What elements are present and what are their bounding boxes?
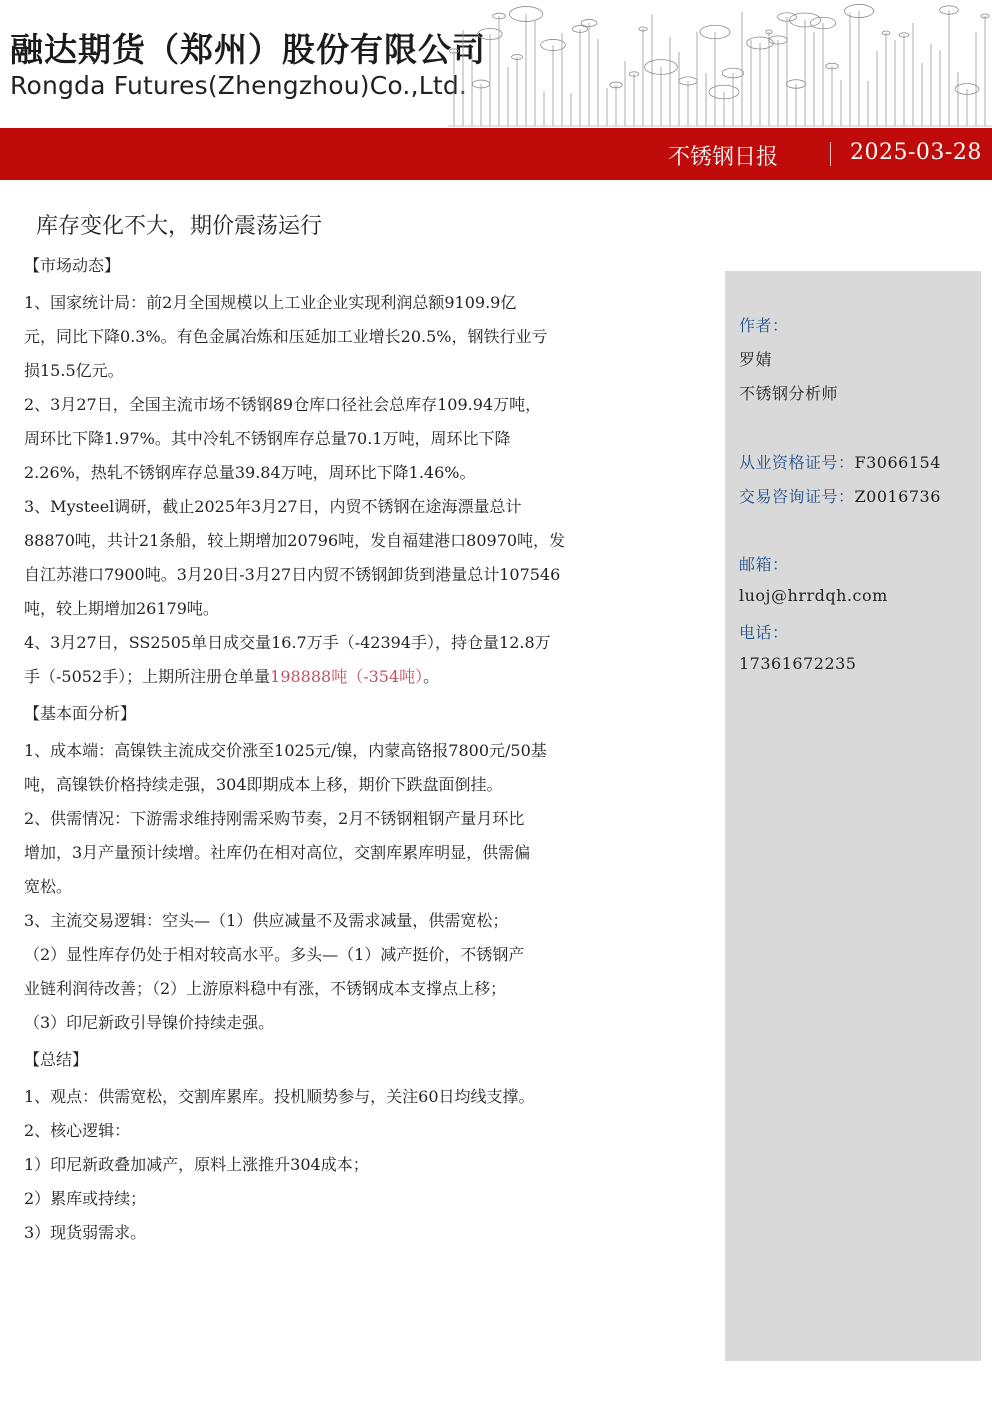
paragraph-line: 2、3月27日，全国主流市场不锈钢89仓库口径社会总库存109.94万吨， (24, 395, 542, 414)
qualification-label: 从业资格证号： (739, 453, 855, 472)
report-headline: 库存变化不大，期价震荡运行 (36, 214, 323, 239)
paragraph-line: 1、国家统计局：前2月全国规模以上工业企业实现利润总额9109.9亿 (24, 293, 517, 312)
paragraph-line: 元，同比下降0.3%。有色金属冶炼和压延加工业增长20.5%，钢铁行业亏 (24, 327, 548, 346)
paragraph-line: 自江苏港口7900吨。3月20日-3月27日内贸不锈钢卸货到港量总计107546 (24, 565, 561, 584)
warehouse-text: 手（-5052手）；上期所注册仓单量 (24, 667, 271, 686)
section-title-market: 【市场动态】 (24, 256, 121, 275)
report-date: 2025-03-28 (850, 140, 982, 165)
author-label: 作者： (739, 316, 789, 335)
warehouse-receipt-highlight: 198888吨（-354吨） (270, 667, 424, 686)
company-name-en: Rongda Futures(Zhengzhou)Co.,Ltd. (10, 71, 468, 100)
report-body (24, 252, 624, 1250)
section-title-summary: 【总结】 (24, 1050, 89, 1069)
paragraph-line: 1、观点：供需宽松，交割库累库。投机顺势参与，关注60日均线支撑。 (24, 1087, 535, 1106)
paragraph-line: 吨，高镍铁价格持续走强，304即期成本上移，期价下跌盘面倒挂。 (24, 775, 503, 794)
paragraph-line: 3）现货弱需求。 (24, 1223, 147, 1242)
company-name-cn: 融达期货（郑州）股份有限公司 (10, 30, 486, 69)
report-name: 不锈钢日报 (668, 145, 779, 170)
author-title: 不锈钢分析师 (739, 384, 839, 403)
paragraph-line-warehouse (24, 660, 624, 694)
page-header (0, 0, 992, 128)
phone-number: 17361672235 (739, 654, 857, 673)
consulting-number: Z0016736 (854, 487, 941, 506)
section-title-fundamental: 【基本面分析】 (24, 704, 137, 723)
paragraph-line: 周环比下降1.97%。其中冷轧不锈钢库存总量70.1万吨，周环比下降 (24, 429, 511, 448)
paragraph-line: 3、Mysteel调研，截止2025年3月27日，内贸不锈钢在途海漂量总计 (24, 497, 522, 516)
paragraph-line: 2）累库或持续； (24, 1189, 147, 1208)
paragraph-line: 1）印尼新政叠加减产，原料上涨推升304成本； (24, 1155, 369, 1174)
author-name: 罗婧 (739, 350, 773, 369)
paragraph-line: 业链利润待改善；（2）上游原料稳中有涨，不锈钢成本支撑点上移； (24, 979, 507, 998)
paragraph-line: 吨，较上期增加26179吨。 (24, 599, 219, 618)
consulting-label: 交易咨询证号： (739, 487, 855, 506)
paragraph-line: 4、3月27日，SS2505单日成交量16.7万手（-42394手），持仓量12.8万 (24, 633, 551, 652)
paragraph-line: 2.26%，热轧不锈钢库存总量39.84万吨，周环比下降1.46%。 (24, 463, 476, 482)
fundamental-section (24, 734, 624, 1040)
paragraph-line: （2）显性库存仍处于相对较高水平。多头—（1）减产挺价，不锈钢产 (24, 945, 525, 964)
paragraph-line: 损15.5亿元。 (24, 361, 124, 380)
paragraph-line: 宽松。 (24, 877, 73, 896)
author-sidebar (725, 271, 981, 1361)
report-title-bar (0, 128, 992, 180)
paragraph-line: 3、主流交易逻辑：空头—（1）供应减量不及需求减量，供需宽松； (24, 911, 509, 930)
decorative-line-graphic (448, 0, 992, 128)
paragraph-line: 2、核心逻辑： (24, 1121, 131, 1140)
paragraph-line: 88870吨，共计21条船，较上期增加20796吨，发自福建港口80970吨，发 (24, 531, 566, 550)
paragraph-line: （3）印尼新政引导镍价持续走强。 (24, 1013, 275, 1032)
paragraph-line: 1、成本端：高镍铁主流成交价涨至1025元/镍，内蒙高铬报7800元/50基 (24, 741, 547, 760)
paragraph-line: 增加，3月产量预计续增。社库仍在相对高位，交割库累库明显，供需偏 (24, 843, 531, 862)
email-label: 邮箱： (739, 555, 789, 574)
market-section (24, 286, 624, 694)
qualification-line (739, 450, 941, 473)
qualification-number: F3066154 (854, 453, 941, 472)
warehouse-text-end: 。 (423, 667, 440, 686)
phone-label: 电话： (739, 623, 789, 642)
paragraph-line: 2、供需情况：下游需求维持刚需采购节奏，2月不锈钢粗钢产量月环比 (24, 809, 525, 828)
email-address: luoj@hrrdqh.com (739, 586, 888, 605)
summary-section (24, 1080, 624, 1250)
consulting-line (739, 484, 941, 507)
title-divider (830, 142, 831, 166)
